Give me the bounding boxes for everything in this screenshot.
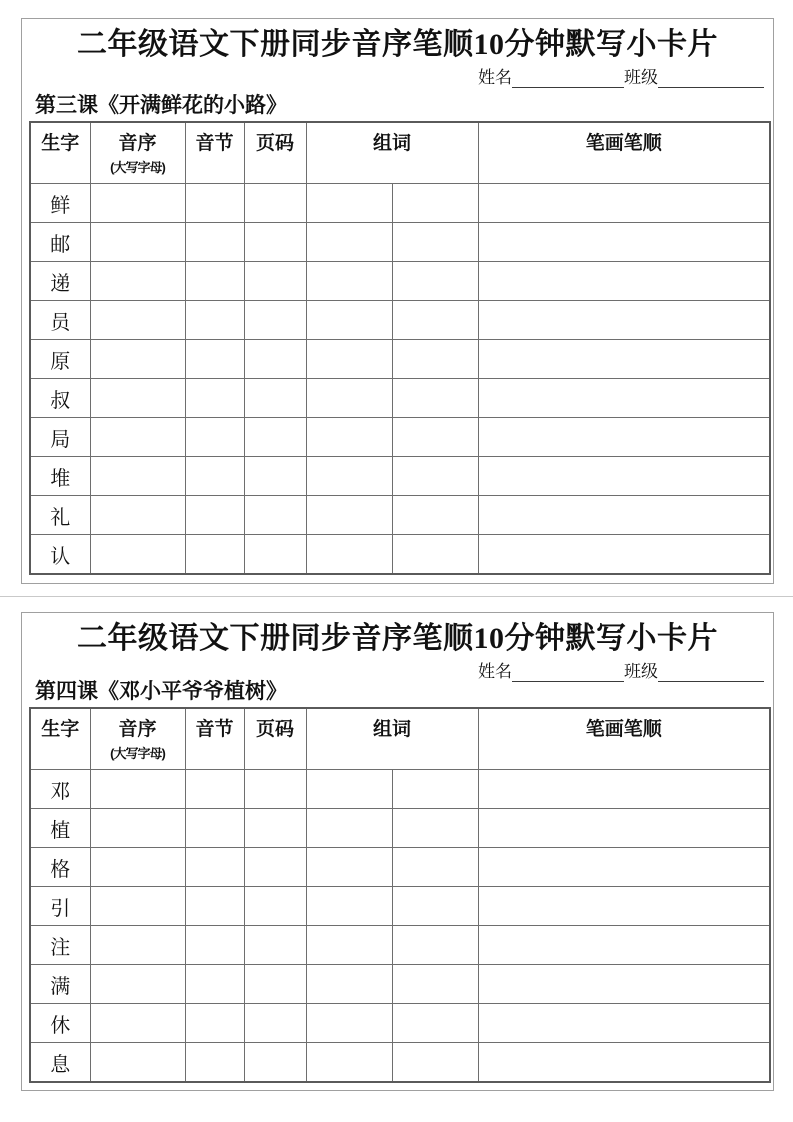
syllable-cell	[185, 496, 244, 535]
word-group-cell-1	[306, 1043, 392, 1083]
vocab-table	[29, 121, 771, 575]
word-group-cell-2	[392, 1004, 478, 1043]
page-number-cell	[244, 457, 306, 496]
word-group-cell-2	[392, 535, 478, 575]
phonetic-order-cell	[90, 887, 185, 926]
header-phonetic-order-note: (大写字母)	[110, 746, 165, 761]
syllable-cell	[185, 809, 244, 848]
word-group-cell-2	[392, 457, 478, 496]
page-number-cell	[244, 848, 306, 887]
lesson-title: 第三课《开满鲜花的小路》	[35, 94, 287, 117]
header-stroke-order: 笔画笔顺	[478, 708, 770, 770]
char-cell: 鲜	[30, 184, 90, 223]
phonetic-order-cell	[90, 379, 185, 418]
page-number-cell	[244, 770, 306, 809]
stroke-order-cell	[478, 223, 770, 262]
syllable-cell	[185, 184, 244, 223]
table-header-row	[30, 122, 770, 184]
phonetic-order-cell	[90, 1004, 185, 1043]
phonetic-order-cell	[90, 301, 185, 340]
word-group-cell-2	[392, 770, 478, 809]
page-number-cell	[244, 340, 306, 379]
char-cell: 原	[30, 340, 90, 379]
syllable-cell	[185, 262, 244, 301]
syllable-cell	[185, 418, 244, 457]
syllable-cell	[185, 887, 244, 926]
syllable-cell	[185, 301, 244, 340]
class-blank-line	[658, 69, 764, 88]
table-row	[30, 496, 770, 535]
word-group-cell-1	[306, 887, 392, 926]
word-group-cell-2	[392, 926, 478, 965]
page-number-cell	[244, 1004, 306, 1043]
stroke-order-cell	[478, 496, 770, 535]
stroke-order-cell	[478, 1004, 770, 1043]
phonetic-order-cell	[90, 535, 185, 575]
syllable-cell	[185, 965, 244, 1004]
header-syllable: 音节	[185, 122, 244, 184]
stroke-order-cell	[478, 535, 770, 575]
table-header-row	[30, 708, 770, 770]
page-number-cell	[244, 223, 306, 262]
stroke-order-cell	[478, 262, 770, 301]
word-group-cell-2	[392, 809, 478, 848]
word-group-cell-2	[392, 496, 478, 535]
table-row	[30, 457, 770, 496]
syllable-cell	[185, 340, 244, 379]
stroke-order-cell	[478, 926, 770, 965]
stroke-order-cell	[478, 379, 770, 418]
header-phonetic-order-note: (大写字母)	[110, 160, 165, 175]
page-number-cell	[244, 301, 306, 340]
header-word-groups: 组词	[306, 708, 478, 770]
stroke-order-cell	[478, 184, 770, 223]
syllable-cell	[185, 535, 244, 575]
header-phonetic-order: 音序 (大写字母)	[90, 122, 185, 184]
char-cell: 礼	[30, 496, 90, 535]
word-group-cell-1	[306, 379, 392, 418]
phonetic-order-cell	[90, 340, 185, 379]
word-group-cell-1	[306, 809, 392, 848]
syllable-cell	[185, 1004, 244, 1043]
table-row	[30, 535, 770, 575]
page-number-cell	[244, 262, 306, 301]
header-word-groups: 组词	[306, 122, 478, 184]
vocab-table	[29, 707, 771, 1083]
page-number-cell	[244, 926, 306, 965]
card-subheader	[30, 659, 765, 707]
phonetic-order-cell	[90, 457, 185, 496]
name-class-line	[478, 68, 764, 88]
page-number-cell	[244, 496, 306, 535]
word-group-cell-1	[306, 926, 392, 965]
stroke-order-cell	[478, 301, 770, 340]
page-number-cell	[244, 965, 306, 1004]
phonetic-order-cell	[90, 262, 185, 301]
table-row	[30, 262, 770, 301]
phonetic-order-cell	[90, 1043, 185, 1083]
syllable-cell	[185, 379, 244, 418]
syllable-cell	[185, 457, 244, 496]
table-row	[30, 887, 770, 926]
char-cell: 邮	[30, 223, 90, 262]
char-cell: 植	[30, 809, 90, 848]
char-cell: 注	[30, 926, 90, 965]
word-group-cell-2	[392, 184, 478, 223]
name-label: 姓名	[478, 662, 512, 681]
table-row	[30, 1004, 770, 1043]
syllable-cell	[185, 1043, 244, 1083]
char-cell: 格	[30, 848, 90, 887]
syllable-cell	[185, 926, 244, 965]
page-number-cell	[244, 184, 306, 223]
word-group-cell-1	[306, 965, 392, 1004]
header-char: 生字	[30, 122, 90, 184]
name-blank-line	[512, 663, 624, 682]
word-group-cell-1	[306, 848, 392, 887]
stroke-order-cell	[478, 770, 770, 809]
char-cell: 堆	[30, 457, 90, 496]
card-subheader	[30, 65, 765, 121]
table-row	[30, 223, 770, 262]
char-cell: 叔	[30, 379, 90, 418]
word-group-cell-1	[306, 457, 392, 496]
word-group-cell-2	[392, 887, 478, 926]
word-group-cell-1	[306, 301, 392, 340]
table-row	[30, 809, 770, 848]
word-group-cell-2	[392, 262, 478, 301]
word-group-cell-2	[392, 418, 478, 457]
word-group-cell-2	[392, 848, 478, 887]
table-row	[30, 418, 770, 457]
phonetic-order-cell	[90, 223, 185, 262]
char-cell: 满	[30, 965, 90, 1004]
word-group-cell-1	[306, 535, 392, 575]
header-stroke-order: 笔画笔顺	[478, 122, 770, 184]
page-number-cell	[244, 535, 306, 575]
class-label: 班级	[624, 662, 658, 681]
stroke-order-cell	[478, 340, 770, 379]
word-group-cell-2	[392, 301, 478, 340]
word-group-cell-1	[306, 262, 392, 301]
table-row	[30, 340, 770, 379]
char-cell: 休	[30, 1004, 90, 1043]
header-page-number: 页码	[244, 122, 306, 184]
card-title: 二年级语文下册同步音序笔顺10分钟默写小卡片	[77, 28, 718, 61]
word-group-cell-2	[392, 340, 478, 379]
stroke-order-cell	[478, 887, 770, 926]
name-label: 姓名	[478, 68, 512, 87]
header-char: 生字	[30, 708, 90, 770]
table-row	[30, 301, 770, 340]
char-cell: 员	[30, 301, 90, 340]
char-cell: 引	[30, 887, 90, 926]
header-phonetic-order: 音序 (大写字母)	[90, 708, 185, 770]
word-group-cell-2	[392, 223, 478, 262]
phonetic-order-cell	[90, 770, 185, 809]
phonetic-order-cell	[90, 496, 185, 535]
word-group-cell-2	[392, 379, 478, 418]
syllable-cell	[185, 223, 244, 262]
page-number-cell	[244, 418, 306, 457]
char-cell: 认	[30, 535, 90, 575]
phonetic-order-cell	[90, 418, 185, 457]
page-number-cell	[244, 379, 306, 418]
word-group-cell-1	[306, 340, 392, 379]
char-cell: 息	[30, 1043, 90, 1083]
table-row	[30, 770, 770, 809]
header-syllable: 音节	[185, 708, 244, 770]
stroke-order-cell	[478, 809, 770, 848]
table-row	[30, 184, 770, 223]
table-row	[30, 1043, 770, 1083]
header-page-number: 页码	[244, 708, 306, 770]
stroke-order-cell	[478, 965, 770, 1004]
phonetic-order-cell	[90, 184, 185, 223]
word-group-cell-1	[306, 496, 392, 535]
stroke-order-cell	[478, 848, 770, 887]
stroke-order-cell	[478, 1043, 770, 1083]
char-cell: 邓	[30, 770, 90, 809]
word-group-cell-2	[392, 1043, 478, 1083]
table-row	[30, 848, 770, 887]
char-cell: 局	[30, 418, 90, 457]
card-title: 二年级语文下册同步音序笔顺10分钟默写小卡片	[77, 622, 718, 655]
name-blank-line	[512, 69, 624, 88]
word-group-cell-1	[306, 1004, 392, 1043]
syllable-cell	[185, 770, 244, 809]
word-group-cell-2	[392, 965, 478, 1004]
syllable-cell	[185, 848, 244, 887]
page-number-cell	[244, 1043, 306, 1083]
class-blank-line	[658, 663, 764, 682]
phonetic-order-cell	[90, 926, 185, 965]
table-row	[30, 926, 770, 965]
class-label: 班级	[624, 68, 658, 87]
page-number-cell	[244, 887, 306, 926]
page-number-cell	[244, 809, 306, 848]
phonetic-order-cell	[90, 809, 185, 848]
table-row	[30, 965, 770, 1004]
phonetic-order-cell	[90, 965, 185, 1004]
dictation-card-lesson-4	[21, 612, 774, 1091]
page-separator-line	[0, 596, 793, 597]
word-group-cell-1	[306, 184, 392, 223]
lesson-title: 第四课《邓小平爷爷植树》	[35, 680, 287, 703]
word-group-cell-1	[306, 418, 392, 457]
word-group-cell-1	[306, 770, 392, 809]
stroke-order-cell	[478, 418, 770, 457]
word-group-cell-1	[306, 223, 392, 262]
name-class-line	[478, 662, 764, 682]
stroke-order-cell	[478, 457, 770, 496]
char-cell: 递	[30, 262, 90, 301]
phonetic-order-cell	[90, 848, 185, 887]
table-row	[30, 379, 770, 418]
dictation-card-lesson-3	[21, 18, 774, 584]
